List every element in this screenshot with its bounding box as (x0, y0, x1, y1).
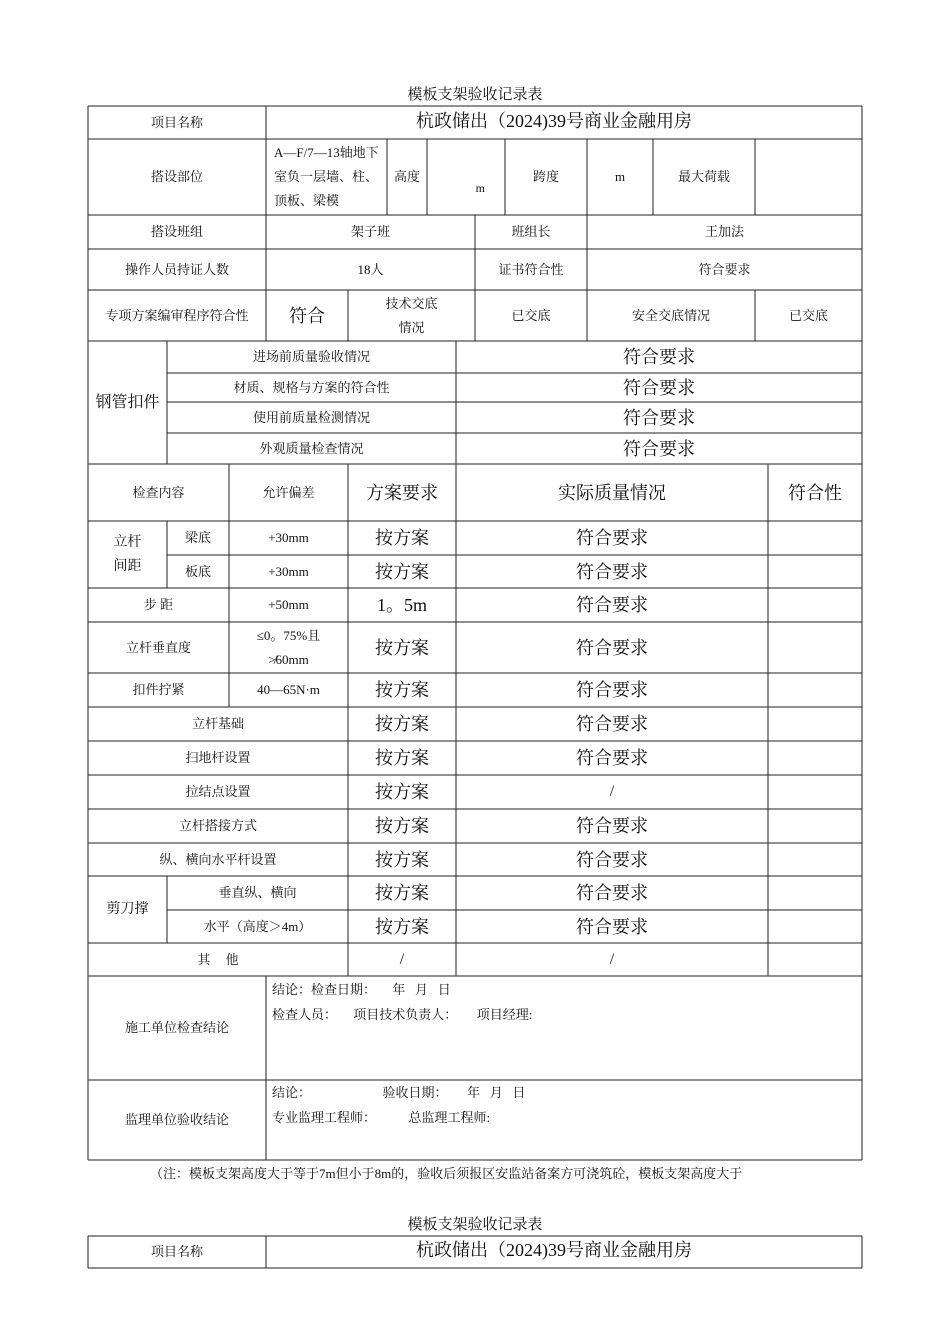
bracing-vertical-label: 垂直纵、横向 (218, 885, 297, 900)
bracing-horizontal-requirement: 按方案 (375, 916, 429, 937)
horizontal-actual: 符合要求 (576, 849, 648, 870)
tie-point-requirement: 按方案 (375, 782, 429, 802)
form2-title: 模板支架验收记录表 (407, 1217, 543, 1233)
header-requirement: 方案要求 (366, 482, 438, 503)
other-actual: / (609, 950, 615, 968)
workers-label: 操作人员持证人数 (124, 261, 229, 277)
sweep-pole-actual: 符合要求 (576, 748, 648, 768)
verticality-requirement: 按方案 (375, 637, 429, 658)
slab-bottom-actual: 符合要求 (576, 561, 648, 582)
horizontal-requirement: 按方案 (375, 849, 429, 870)
fastener-tolerance: 40—65N·m (257, 682, 320, 697)
height-label: 高度 (393, 169, 420, 184)
height-unit: m (475, 181, 485, 195)
supervision-conclusion-line2: 专业监理工程师： 总监理工程师: (272, 1110, 491, 1125)
leader-label: 班组长 (511, 224, 551, 239)
construction-conclusion-line1: 结论：检查日期： 年 月 日 (272, 982, 451, 997)
step-requirement: 1。5m (376, 595, 427, 615)
tech-label: 技术交底情况 (385, 295, 438, 335)
beam-bottom-label: 梁底 (184, 530, 211, 545)
slab-bottom-requirement: 按方案 (375, 561, 429, 582)
project-name: 杭政储出（2024)39号商业金融用房 (416, 110, 692, 131)
bracing-vertical-requirement: 按方案 (375, 883, 429, 903)
construction-conclusion-line2: 检查人员： 项目技术负责人： 项目经理: (272, 1007, 533, 1022)
beam-bottom-tolerance: +30mm (268, 530, 309, 545)
bracing-label: 剪刀撑 (106, 901, 149, 917)
horizontal-label: 纵、横向水平杆设置 (159, 851, 277, 867)
slab-bottom-tolerance: +30mm (268, 563, 309, 579)
team-label: 搭设班组 (150, 224, 203, 239)
header-content: 检查内容 (132, 484, 185, 500)
workers-value: 18人 (357, 261, 384, 277)
steel-result: 符合要求 (623, 377, 695, 398)
location-value: A—F/7—13轴地下室负一层墙、柱、顶板、梁模 (274, 145, 379, 208)
fastener-requirement: 按方案 (375, 680, 429, 700)
form-title: 模板支架验收记录表 (407, 87, 543, 103)
fastener-label: 扣件拧紧 (132, 682, 185, 697)
steel-item: 进场前质量验收情况 (252, 349, 370, 364)
header-actual: 实际质量情况 (558, 482, 666, 503)
step-label: 步 距 (143, 597, 174, 612)
safety-value: 已交底 (788, 307, 828, 323)
tie-point-label: 拉结点设置 (185, 784, 251, 799)
splice-actual: 符合要求 (576, 816, 648, 836)
scheme-label: 专项方案编审程序符合性 (105, 307, 249, 323)
steel-item: 使用前质量检测情况 (252, 409, 370, 425)
header-compliance: 符合性 (788, 482, 842, 503)
safety-label: 安全交底情况 (631, 307, 710, 323)
span-unit: m (614, 169, 626, 184)
steel-item: 外观质量检查情况 (259, 440, 364, 456)
splice-label: 立杆搭接方式 (178, 818, 257, 833)
cert-label: 证书符合性 (498, 261, 564, 277)
pole-spacing-label: 立杆间距 (113, 534, 142, 574)
step-tolerance: +50mm (268, 597, 309, 612)
max-load-label: 最大荷载 (677, 169, 730, 184)
footnote: （注：模板支架高度大于等于7m但小于8m的，验收后须报区安监站备案方可浇筑砼，模板支架高度大于 (150, 1166, 743, 1181)
steel-item: 材质、规格与方案的符合性 (233, 379, 390, 395)
steel-result: 符合要求 (623, 407, 695, 428)
slab-bottom-label: 板底 (184, 563, 211, 579)
bracing-horizontal-actual: 符合要求 (576, 916, 648, 937)
construction-conclusion-label: 施工单位检查结论 (124, 1020, 229, 1035)
beam-bottom-requirement: 按方案 (375, 528, 429, 548)
team-value: 架子班 (350, 224, 390, 239)
steel-label: 钢管扣件 (95, 393, 160, 411)
foundation-label: 立杆基础 (191, 716, 244, 731)
supervision-conclusion-label: 监理单位验收结论 (124, 1112, 229, 1127)
fastener-actual: 符合要求 (576, 680, 648, 700)
scheme-value: 符合 (289, 305, 325, 326)
span-label: 跨度 (532, 169, 559, 184)
bracing-horizontal-label: 水平（高度＞4m） (203, 918, 312, 934)
verticality-tolerance: ≤0。75%且≯60mm (256, 627, 321, 667)
bracing-vertical-actual: 符合要求 (576, 883, 648, 903)
steel-result: 符合要求 (623, 347, 695, 367)
form2-project-name: 杭政储出（2024)39号商业金融用房 (416, 1240, 692, 1260)
foundation-actual: 符合要求 (576, 714, 648, 734)
verticality-label: 立杆垂直度 (125, 639, 191, 655)
steel-result: 符合要求 (623, 438, 695, 459)
cert-value: 符合要求 (698, 261, 751, 277)
sweep-pole-requirement: 按方案 (375, 748, 429, 768)
foundation-requirement: 按方案 (375, 714, 429, 734)
supervision-conclusion-line1: 结论： 验收日期： 年 月 日 (272, 1085, 526, 1100)
sweep-pole-label: 扫地杆设置 (185, 750, 251, 765)
header-tolerance: 允许偏差 (262, 484, 315, 500)
location-label: 搭设部位 (150, 169, 203, 184)
step-actual: 符合要求 (576, 595, 648, 615)
other-label: 其 他 (197, 951, 239, 967)
tech-value: 已交底 (511, 307, 551, 323)
leader-value: 王加法 (704, 224, 744, 239)
beam-bottom-actual: 符合要求 (576, 528, 648, 548)
tie-point-actual: / (609, 783, 615, 800)
form2-project-label: 项目名称 (150, 1244, 203, 1259)
project-label: 项目名称 (150, 114, 203, 130)
other-requirement: / (399, 950, 405, 968)
verticality-actual: 符合要求 (576, 637, 648, 658)
splice-requirement: 按方案 (375, 816, 429, 836)
